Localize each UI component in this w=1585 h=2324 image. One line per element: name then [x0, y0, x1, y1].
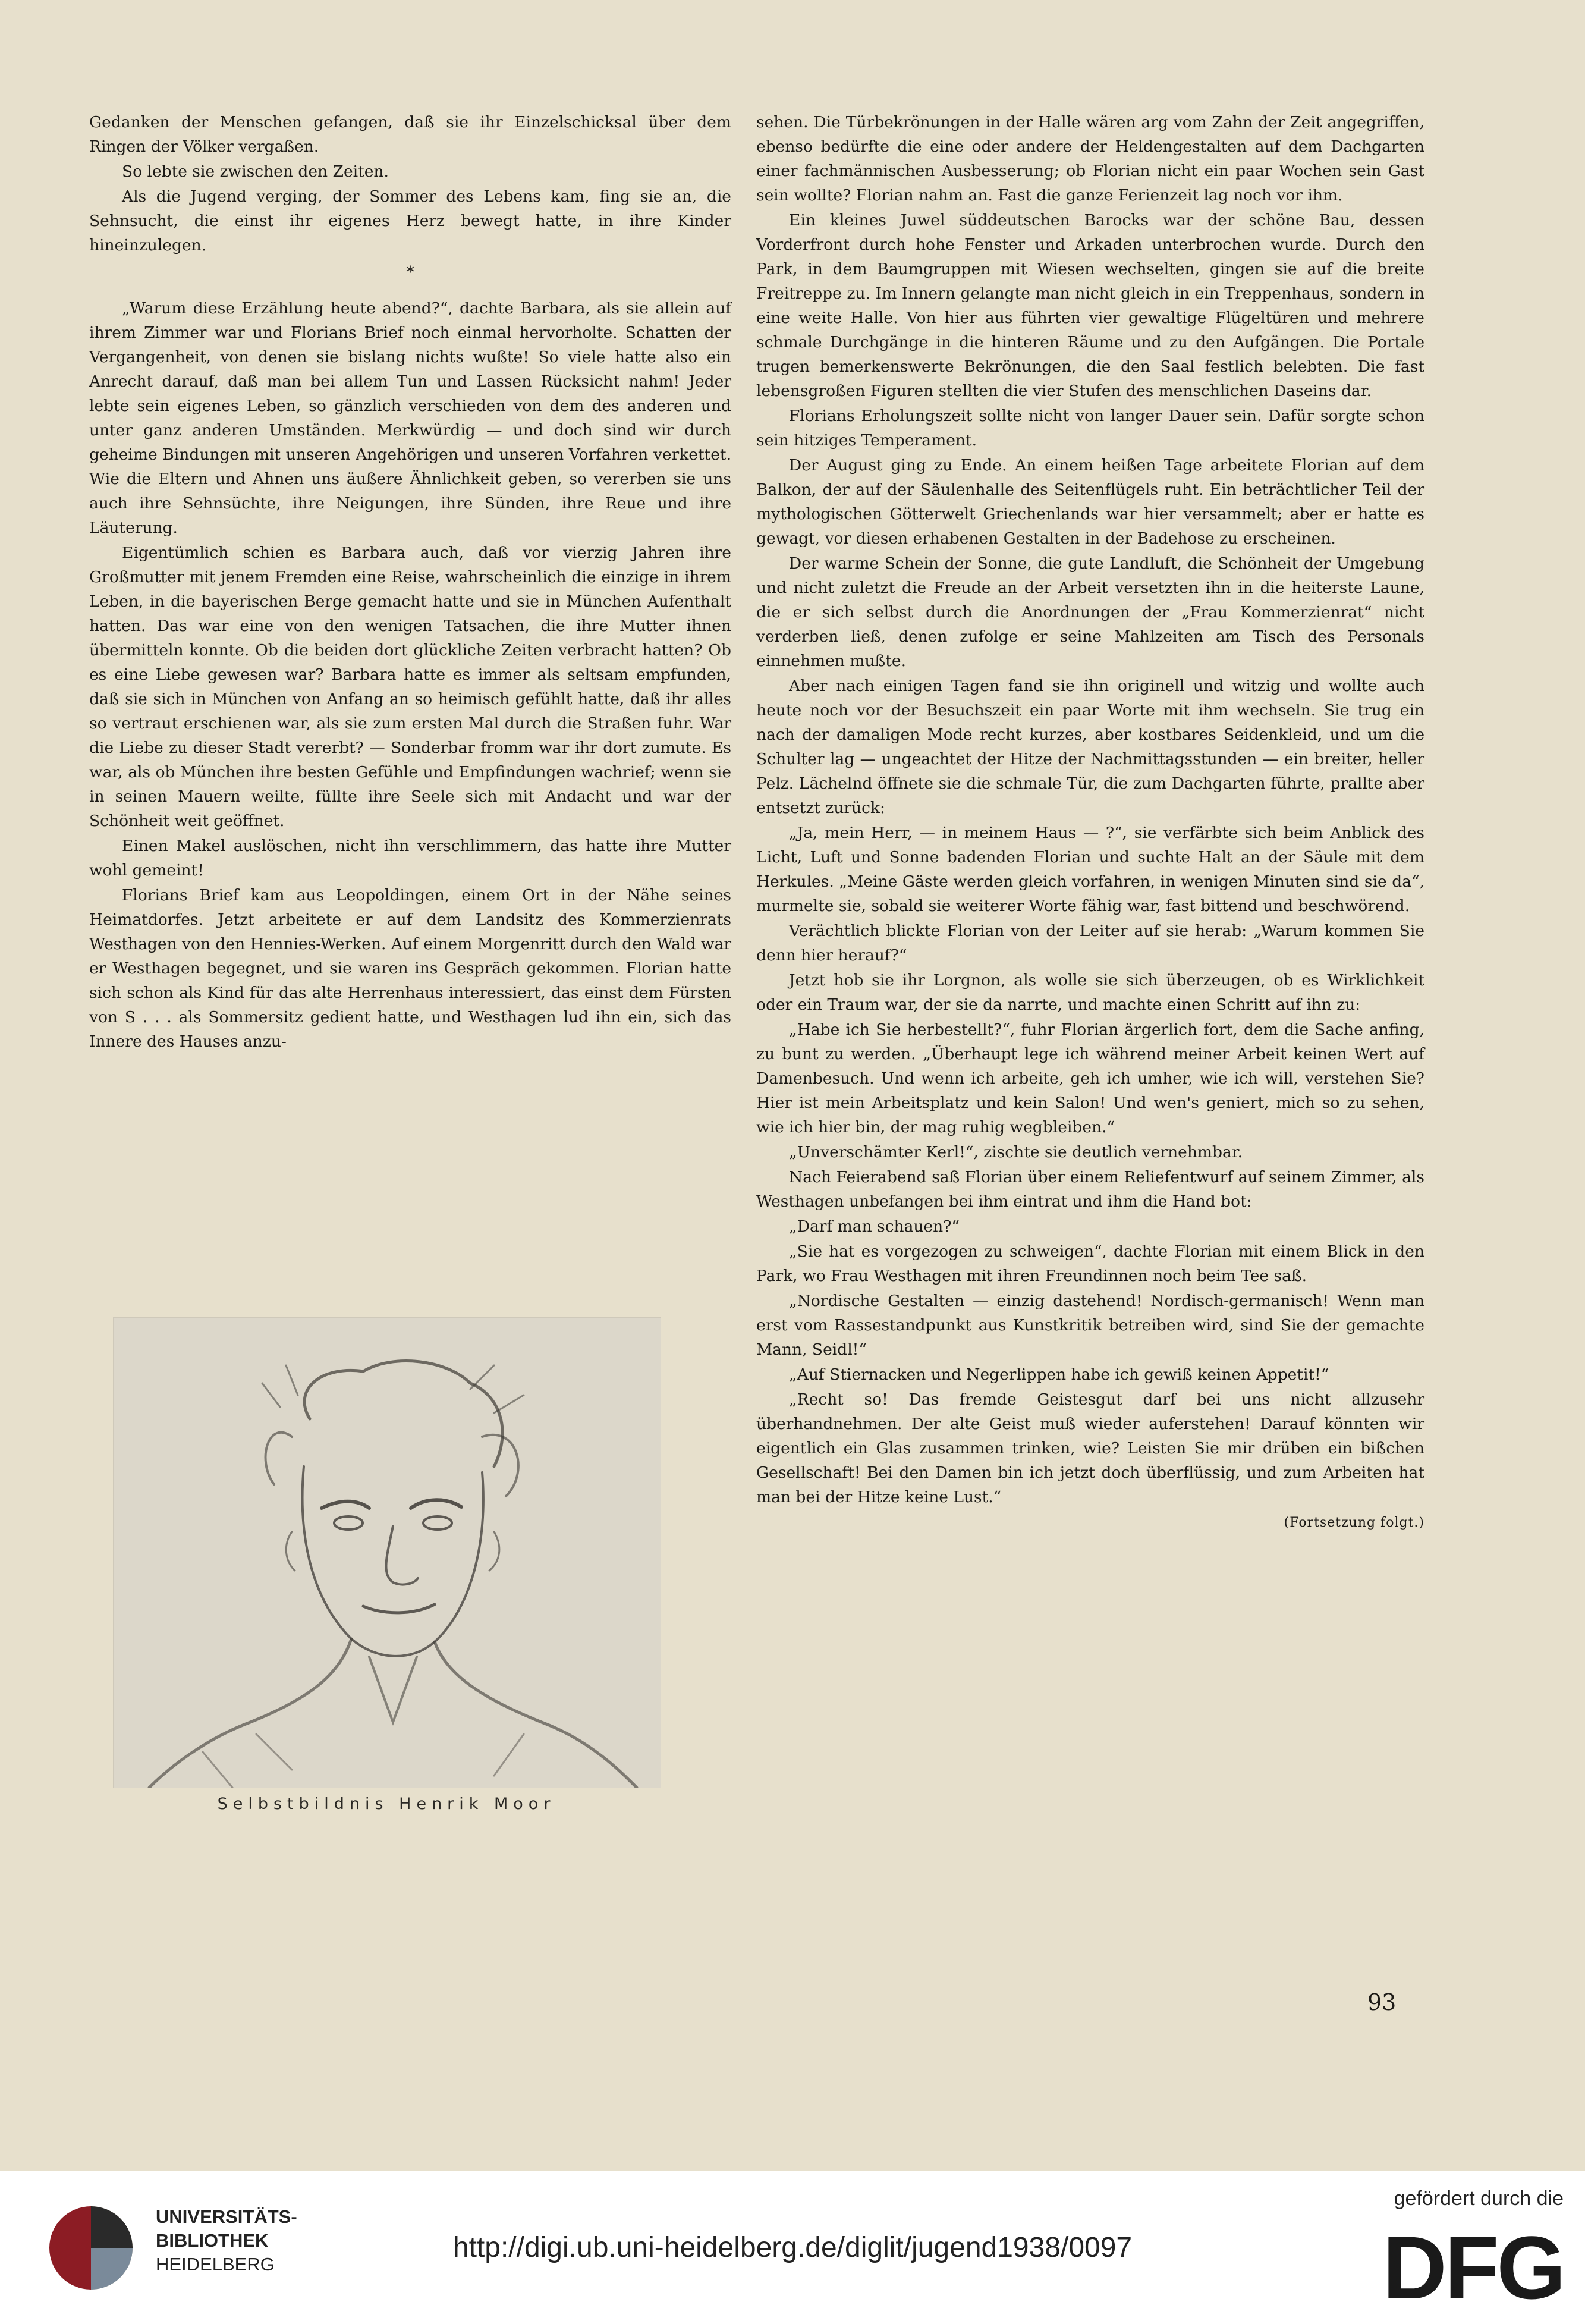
paragraph: Ein kleines Juwel süddeutschen Barocks war der schöne Bau, dessen Vorderfront durch hohe Fenster und Arkaden unterbrochen wurde. Durch den Park, in dem Baumgruppen mit Wiesen wechselten, gingen sie auf die breite Freitreppe zu. Im Innern gelangte man nicht gleich in ein Treppenhaus, sondern in eine weite Halle. Von hier aus führten vier gewaltige Flügeltüren und mehrere schmale Durchgänge in die hinteren Räume und zu den Aufgängen. Die Portale trugen bemerkenswerte Bekrönungen, die den Saal festlich belebten. Die fast lebensgroßen Figuren stellten die vier Stufen des menschlichen Daseins dar. [756, 211, 1424, 400]
university-seal-icon [34, 2201, 147, 2291]
paragraph: Verächtlich blickte Florian von der Leiter auf sie herab: „Warum kommen Sie denn hier herauf?“ [756, 922, 1424, 965]
paragraph: So lebte sie zwischen den Zeiten. [122, 162, 389, 181]
paragraph: „Warum diese Erzählung heute abend?“, dachte Barbara, als sie allein auf ihrem Zimmer war und Florians Brief noch einmal hervorholte. Schatten der Vergangenheit, von denen sie bislang nichts wußte! So viele hatte also ein Anrecht darauf, daß man bei allem Tun und Lassen Rücksicht nahm! Jeder lebte sein eigenes Leben, so gänzlich verschieden von dem des anderen und unter ganz anderen Umständen. Merkwürdig — und doch sind wir durch geheime Bindungen mit unseren Angehörigen und unseren Vorfahren verkettet. Wie die Eltern und Ahnen uns äußere Ähnlichkeit geben, so vererben sie uns auch ihre Sehnsüchte, ihre Neigungen, ihre Sünden, ihre Reue und ihre Läuterung. [89, 299, 731, 537]
paragraph: Florians Erholungszeit sollte nicht von langer Dauer sein. Dafür sorgte schon sein hitziges Temperament. [756, 407, 1424, 450]
institution-name: UNIVERSITÄTS- BIBLIOTHEK HEIDELBERG [156, 2206, 297, 2275]
right-text-column [756, 110, 1424, 1535]
paragraph: „Auf Stiernacken und Negerlippen habe ich gewiß keinen Appetit!“ [789, 1365, 1329, 1384]
paragraph: Gedanken der Menschen gefangen, daß sie ihr Einzelschicksal über dem Ringen der Völker vergaßen. [89, 113, 731, 156]
left-text-column [89, 110, 731, 1054]
paragraph: Der August ging zu Ende. An einem heißen Tage arbeitete Florian auf dem Balkon, der auf der Säulenhalle des Seitenflügels ruht. Ein beträchtlicher Teil der mythologischen Götterwelt Griechenlands war hier versammelt; aber er hatte es gewagt, vor diesen erhabenen Gestalten in der Badehose zu erscheinen. [756, 456, 1424, 548]
paragraph: Einen Makel auslöschen, nicht ihn verschlimmern, das hatte ihre Mutter wohl gemeint! [89, 837, 731, 880]
paragraph: Der warme Schein der Sonne, die gute Landluft, die Schönheit der Umgebung und nicht zuletzt die Freude an der Arbeit versetzten ihn in die heiterste Laune, die er sich selbst durch die Anordnungen der „Frau Kommerzienrat“ nicht verderben ließ, denen zufolge er seine Mahlzeiten am Tisch des Personals einnehmen mußte. [756, 554, 1424, 670]
paragraph: Jetzt hob sie ihr Lorgnon, als wolle sie sich überzeugen, ob es Wirklichkeit oder ein Traum war, der sie da narrte, und machte einen Schritt auf ihn zu: [756, 971, 1424, 1014]
paragraph: Aber nach einigen Tagen fand sie ihn originell und witzig und wollte auch heute noch vor der Besuchszeit ein paar Worte mit ihm wechseln. Sie trug ein nach der damaligen Mode recht kurzes, aber kostbares Seidenkleid, und um die Schulter lag — ungeachtet der Hitze der Nachmittagsstunden — ein breiter, heller Pelz. Lächelnd öffnete sie die schmale Tür, die zum Dachgarten führte, prallte aber entsetzt zurück: [756, 677, 1424, 817]
section-separator: * [406, 263, 414, 281]
paragraph: „Unverschämter Kerl!“, zischte sie deutlich vernehmbar. [789, 1143, 1243, 1161]
source-url-link[interactable]: http://digi.ub.uni-heidelberg.de/diglit/jugend1938/0097 [452, 2232, 1133, 2263]
paragraph: „Recht so! Das fremde Geistesgut darf bei uns nicht allzusehr überhandnehmen. Der alte Geist muß wieder auferstehen! Darauf könnten wir eigentlich ein Glas zusammen trinken, wie? Leisten Sie mir drüben ein bißchen Gesellschaft! Bei den Damen bin ich jetzt doch überflüssig, und zum Arbeiten hat man bei der Hitze keine Lust.“ [756, 1390, 1424, 1506]
paragraph: Florians Brief kam aus Leopoldingen, einem Ort in der Nähe seines Heimatdorfes. Jetzt arbeitete er auf dem Landsitz des Kommerzienrats Westhagen von den Hennies-Werken. Auf einem Morgenritt durch den Wald war er Westhagen begegnet, und sie waren ins Gespräch gekommen. Florian hatte sich schon als Kind für das alte Herrenhaus interessiert, das einst dem Fürsten von S . . . als Sommersitz gedient hatte, und Westhagen lud ihn ein, sich das Innere des Hauses anzu- [89, 886, 731, 1051]
paragraph: „Ja, mein Herr, — in meinem Haus — ?“, sie verfärbte sich beim Anblick des Licht, Luft und Sonne badenden Florian und suchte Halt an der Säule mit dem Herkules. „Meine Gäste werden gleich vorfahren, in wenigen Minuten sind sie da“, murmelte sie, sobald sie weiterer Worte fähig war, fast bittend und beschwörend. [756, 824, 1424, 915]
paragraph: „Darf man schauen?“ [789, 1217, 960, 1236]
paragraph: „Habe ich Sie herbestellt?“, fuhr Florian ärgerlich fort, dem die Sache anfing, zu bunt zu werden. „Überhaupt lege ich während meiner Arbeit keinen Wert auf Damenbesuch. Und wenn ich arbeite, geh ich umher, wie ich will, verstehen Sie? Hier ist mein Arbeitsplatz und kein Salon! Und wen's geniert, mich so zu sehen, wie ich hier bin, der mag ruhig wegbleiben.“ [756, 1020, 1424, 1136]
paragraph: Als die Jugend verging, der Sommer des Lebens kam, fing sie an, die Sehnsucht, die einst ihr eigenes Herz bewegt hatte, in ihre Kinder hineinzulegen. [89, 187, 731, 255]
page-number: 93 [1367, 1989, 1397, 2015]
repository-footer [0, 2171, 1585, 2324]
funder-text: gefördert durch die [1394, 2187, 1564, 2210]
portrait-caption: Selbstbildnis Henrik Moor [217, 1795, 556, 1813]
continued-note: (Fortsetzung folgt.) [1284, 1515, 1424, 1530]
paragraph: Eigentümlich schien es Barbara auch, daß vor vierzig Jahren ihre Großmutter mit jenem Fremden eine Reise, wahrscheinlich die einzige in ihrem Leben, in die bayerischen Berge gemacht hatte und sie in München Aufenthalt hatten. Das war eine von den wenigen Tatsachen, die ihre Mutter ihnen übermitteln konnte. Ob die beiden dort glückliche Zeiten verbracht hatten? Ob es eine Liebe gewesen war? Barbara hatte es immer als seltsam empfunden, daß sie sich in München von Anfang an so heimisch gefühlt hatte, daß ihr alles so vertraut erschienen war, als sie zum ersten Mal durch die Straßen fuhr. War die Liebe zu dieser Stadt vererbt? — Sonderbar fromm war ihr dort zumute. Es war, als ob München ihre besten Gefühle und Empfindungen wachrief; wenn sie in seinen Mauern weilte, füllte ihre Seele sich mit Andacht und war der Schönheit weit geöffnet. [89, 544, 731, 830]
paragraph: „Sie hat es vorgezogen zu schweigen“, dachte Florian mit einem Blick in den Park, wo Frau Westhagen mit ihren Freundinnen noch beim Tee saß. [756, 1242, 1424, 1285]
paragraph: sehen. Die Türbekrönungen in der Halle wären arg vom Zahn der Zeit angegriffen, ebenso bedürfte die eine oder andere der Heldengestalten auf dem Dachgarten einer fachmännischen Ausbesserung; ob Florian nicht ein paar Wochen sein Gast sein wollte? Florian nahm an. Fast die ganze Ferienzeit lag noch vor ihm. [756, 113, 1424, 205]
portrait-sketch-icon [114, 1318, 661, 1788]
paragraph: Nach Feierabend saß Florian über einem Reliefentwurf auf seinem Zimmer, als Westhagen unbefangen bei ihm eintrat und ihm die Hand bot: [756, 1168, 1424, 1211]
dfg-logo: DFG [1382, 2218, 1564, 2317]
paragraph: „Nordische Gestalten — einzig dastehend! Nordisch-germanisch! Wenn man erst vom Rassestandpunkt aus Kunstkritik betreiben wird, sind Sie der gemachte Mann, Seidl!“ [756, 1292, 1424, 1359]
portrait-image [113, 1317, 661, 1788]
